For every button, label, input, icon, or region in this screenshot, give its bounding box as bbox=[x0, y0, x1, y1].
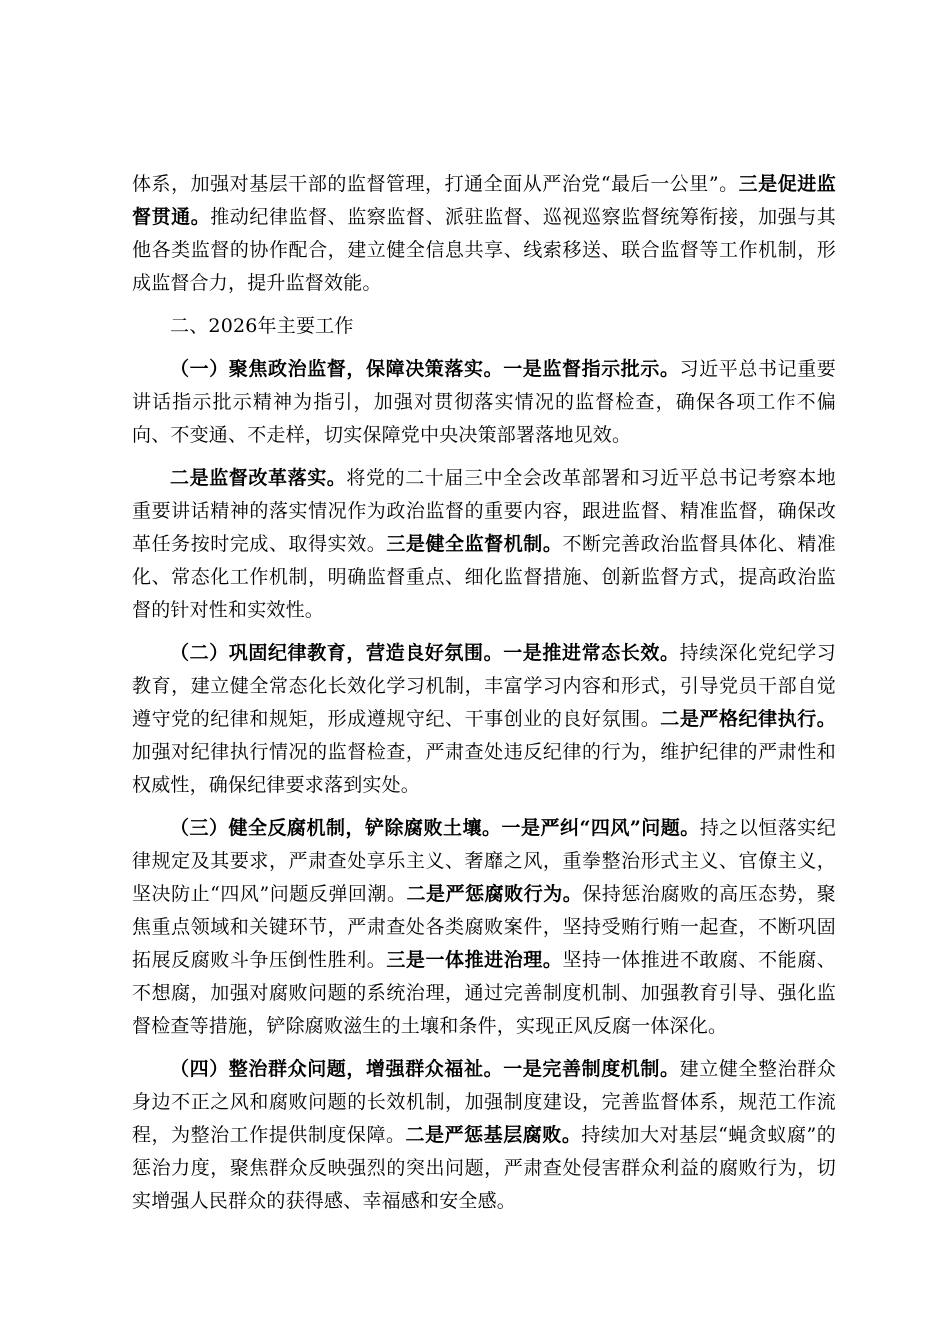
section-heading bbox=[132, 310, 836, 343]
bold-text-segment: （二）巩固纪律教育，营造良好氛围。一是推进常态长效。 bbox=[170, 642, 680, 664]
paragraph-public-welfare bbox=[132, 1053, 836, 1218]
text-segment: 加强对纪律执行情况的监督检查，严肃查处违反纪律的行为，维护纪律的严肃性和权威性，确保纪律要求落到实处。 bbox=[132, 741, 836, 796]
text-segment: 坚持一体推进不敢腐、不能腐、不想腐，加强对腐败问题的系统治理，通过完善制度机制、加强教育引导、强化监督检查等措施，铲除腐败滋生的土壤和条件，实现正风反腐一体深化。 bbox=[132, 949, 836, 1037]
section-heading-text: 二、2026年主要工作 bbox=[170, 315, 354, 337]
bold-text-segment: （一）聚焦政治监督，保障决策落实。一是监督指示批示。 bbox=[170, 358, 680, 380]
bold-text-segment: 三是一体推进治理。 bbox=[386, 949, 563, 971]
text-segment: 持续深化党纪学习教育，建立健全常态化长效化学习机制，丰富学习内容和形式，引导党员干部自觉遵守党的纪律和规矩，形成遵规守纪、干事创业的良好氛围。 bbox=[132, 642, 836, 730]
paragraph-reform-supervision bbox=[132, 462, 836, 627]
text-segment: 将党的二十届三中全会改革部署和习近平总书记考察本地重要讲话精神的落实情况作为政治监督的重要内容，跟进监督、精准监督，确保改革任务按时完成、取得实效。 bbox=[132, 467, 836, 555]
text-segment: 建立健全整治群众身边不正之风和腐败问题的长效机制，加强制度建设，完善监督体系，规范工作流程，为整治工作提供制度保障。 bbox=[132, 1058, 836, 1146]
text-segment: 不断完善政治监督具体化、精准化、常态化工作机制，明确监督重点、细化监督措施、创新监督方式，提高政治监督的针对性和实效性。 bbox=[132, 533, 836, 621]
bold-text-segment: 三是促进监督贯通。 bbox=[132, 173, 836, 228]
bold-text-segment: 三是健全监督机制。 bbox=[386, 533, 563, 555]
bold-text-segment: （三）健全反腐机制，铲除腐败土壤。一是严纠“四风”问题。 bbox=[170, 817, 700, 839]
text-segment: 持续加大对基层“蝇贪蚁腐”的惩治力度，聚焦群众反映强烈的突出问题，严肃查处侵害群众利益的腐败行为，切实增强人民群众的获得感、幸福感和安全感。 bbox=[132, 1124, 836, 1212]
paragraph-discipline-education bbox=[132, 637, 836, 802]
bold-text-segment: 二是监督改革落实。 bbox=[170, 467, 347, 489]
text-segment: 保持惩治腐败的高压态势，聚焦重点领域和关键环节，严肃查处各类腐败案件，坚持受贿行贿一起查，不断巩固拓展反腐败斗争压倒性胜利。 bbox=[132, 883, 836, 971]
bold-text-segment: 二是严格纪律执行。 bbox=[660, 708, 836, 730]
document-body bbox=[132, 168, 836, 1228]
text-segment: 习近平总书记重要讲话指示批示精神为指引，加强对贯彻落实情况的监督检查，确保各项工作不偏向、不变通、不走样，切实保障党中央决策部署落地见效。 bbox=[132, 358, 836, 446]
paragraph-continuation bbox=[132, 168, 836, 300]
bold-text-segment: 二是严惩腐败行为。 bbox=[406, 883, 583, 905]
bold-text-segment: （四）整治群众问题，增强群众福祉。一是完善制度机制。 bbox=[170, 1058, 680, 1080]
paragraph-anti-corruption bbox=[132, 812, 836, 1043]
paragraph-political-supervision bbox=[132, 353, 836, 452]
text-segment: 持之以恒落实纪律规定及其要求，严肃查处享乐主义、奢靡之风，重拳整治形式主义、官僚主义，坚决防止“四风”问题反弹回潮。 bbox=[132, 817, 836, 905]
text-segment: 体系，加强对基层干部的监督管理，打通全面从严治党“最后一公里”。 bbox=[132, 173, 739, 195]
bold-text-segment: 二是严惩基层腐败。 bbox=[405, 1124, 582, 1146]
text-segment: 推动纪律监督、监察监督、派驻监督、巡视巡察监督统筹衔接，加强与其他各类监督的协作配合，建立健全信息共享、线索移送、联合监督等工作机制，形成监督合力，提升监督效能。 bbox=[132, 206, 836, 294]
